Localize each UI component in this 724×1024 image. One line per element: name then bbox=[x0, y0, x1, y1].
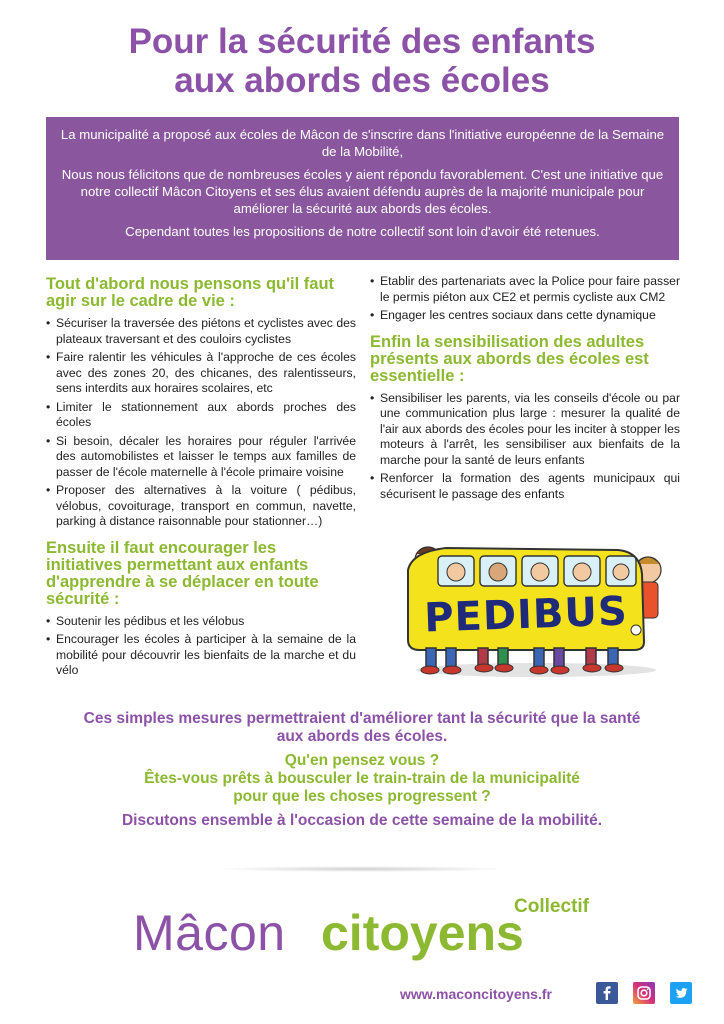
instagram-icon[interactable] bbox=[633, 982, 655, 1004]
intro-paragraph-1: La municipalité a proposé aux écoles de Mâcon de s'inscrire dans l'initiative européenne de la Semaine de la Mobilité, bbox=[60, 127, 665, 159]
right-column bbox=[370, 274, 680, 512]
list-item: • Proposer des alternatives à la voiture ( pédibus, vélobus, covoiturage, transport en commun, navette, parking à distance raisonnable pour stationner…) bbox=[46, 483, 356, 530]
section-initiatives-list bbox=[46, 614, 356, 679]
section-cadre-de-vie-heading: Tout d'abord nous pensons qu'il faut agir sur le cadre de vie : bbox=[46, 275, 335, 310]
left-column bbox=[46, 276, 356, 689]
pedibus-illustration bbox=[386, 530, 672, 680]
closing-line-2: aux abords des écoles. bbox=[276, 728, 448, 745]
intro-paragraph-2: Nous nous félicitons que de nombreuses écoles y aient répondu favorablement. C'est une initiative que notre collectif Mâcon Citoyens et ses élus avaient défendu auprès de la majorité municipale pour améliorer la sécurité aux abords des écoles. bbox=[61, 167, 664, 216]
page-title bbox=[0, 22, 724, 100]
website-link[interactable]: www.maconcitoyens.fr bbox=[400, 986, 552, 1002]
list-item: • Soutenir les pédibus et les vélobus bbox=[46, 614, 356, 630]
divider bbox=[215, 866, 509, 872]
title-line-2: aux abords des écoles bbox=[174, 61, 550, 100]
section-partenariats-list bbox=[370, 274, 680, 324]
facebook-icon[interactable] bbox=[596, 982, 618, 1004]
list-item: • Etablir des partenariats avec la Police pour faire passer le permis piéton aux CE2 et permis cycliste aux CM2 bbox=[370, 274, 680, 305]
section-initiatives-heading: Ensuite il faut encourager les initiatives permettant aux enfants d'apprendre à se déplacer en toute sécurité : bbox=[46, 538, 319, 608]
logo-macon-text: Mâcon bbox=[133, 905, 286, 961]
title-line-1: Pour la sécurité des enfants bbox=[128, 22, 596, 61]
section-sensibilisation-heading: Enfin la sensibilisation des adultes présents aux abords des écoles est essentielle : bbox=[370, 332, 649, 385]
closing-line-4: Êtes-vous prêts à bousculer le train-train de la municipalité bbox=[144, 770, 580, 787]
macon-citoyens-logo bbox=[133, 896, 603, 966]
section-cadre-de-vie-list bbox=[46, 316, 356, 530]
list-item: • Encourager les écoles à participer à la semaine de la mobilité pour découvrir les bienfaits de la marche et du vélo bbox=[46, 632, 356, 679]
twitter-icon[interactable] bbox=[670, 982, 692, 1004]
section-sensibilisation-list bbox=[370, 391, 680, 503]
list-item: • Limiter le stationnement aux abords proches des écoles bbox=[46, 400, 356, 431]
closing-message bbox=[30, 710, 694, 830]
list-item: • Sensibiliser les parents, via les conseils d'école ou par une communication plus large : mesurer la qualité de l'air aux abords des écoles pour les inciter à stopper les moteurs à l'arrêt, les sensibiliser aux bienfaits de la marche pour la santé de leurs enfants bbox=[370, 391, 680, 469]
pedibus-label: PEDIBUS bbox=[423, 588, 629, 642]
closing-line-3: Qu'en pensez vous ? bbox=[284, 752, 440, 769]
intro-paragraph-3: Cependant toutes les propositions de notre collectif sont loin d'avoir été retenues. bbox=[125, 224, 600, 239]
logo-citoyens-text: citoyens bbox=[321, 905, 524, 961]
closing-line-5: pour que les choses progressent ? bbox=[233, 788, 491, 805]
list-item: • Engager les centres sociaux dans cette dynamique bbox=[370, 308, 680, 324]
logo-collectif-text: Collectif bbox=[514, 896, 589, 917]
closing-line-1: Ces simples mesures permettraient d'améliorer tant la sécurité que la santé bbox=[83, 710, 641, 727]
list-item: • Renforcer la formation des agents municipaux qui sécurisent le passage des enfants bbox=[370, 471, 680, 502]
list-item: • Sécuriser la traversée des piétons et cyclistes avec des plateaux traversant et des couloirs cyclistes bbox=[46, 316, 356, 347]
list-item: • Si besoin, décaler les horaires pour réguler l'arrivée des automobilistes et laisser le temps aux familles de passer de l'école maternelle à l'école primaire voisine bbox=[46, 434, 356, 481]
closing-line-6: Discutons ensemble à l'occasion de cette semaine de la mobilité. bbox=[121, 812, 603, 829]
intro-box bbox=[46, 117, 679, 260]
list-item: • Faire ralentir les véhicules à l'approche de ces écoles avec des zones 20, des chicanes, des ralentisseurs, sens interdits aux horaires scolaires, etc bbox=[46, 350, 356, 397]
